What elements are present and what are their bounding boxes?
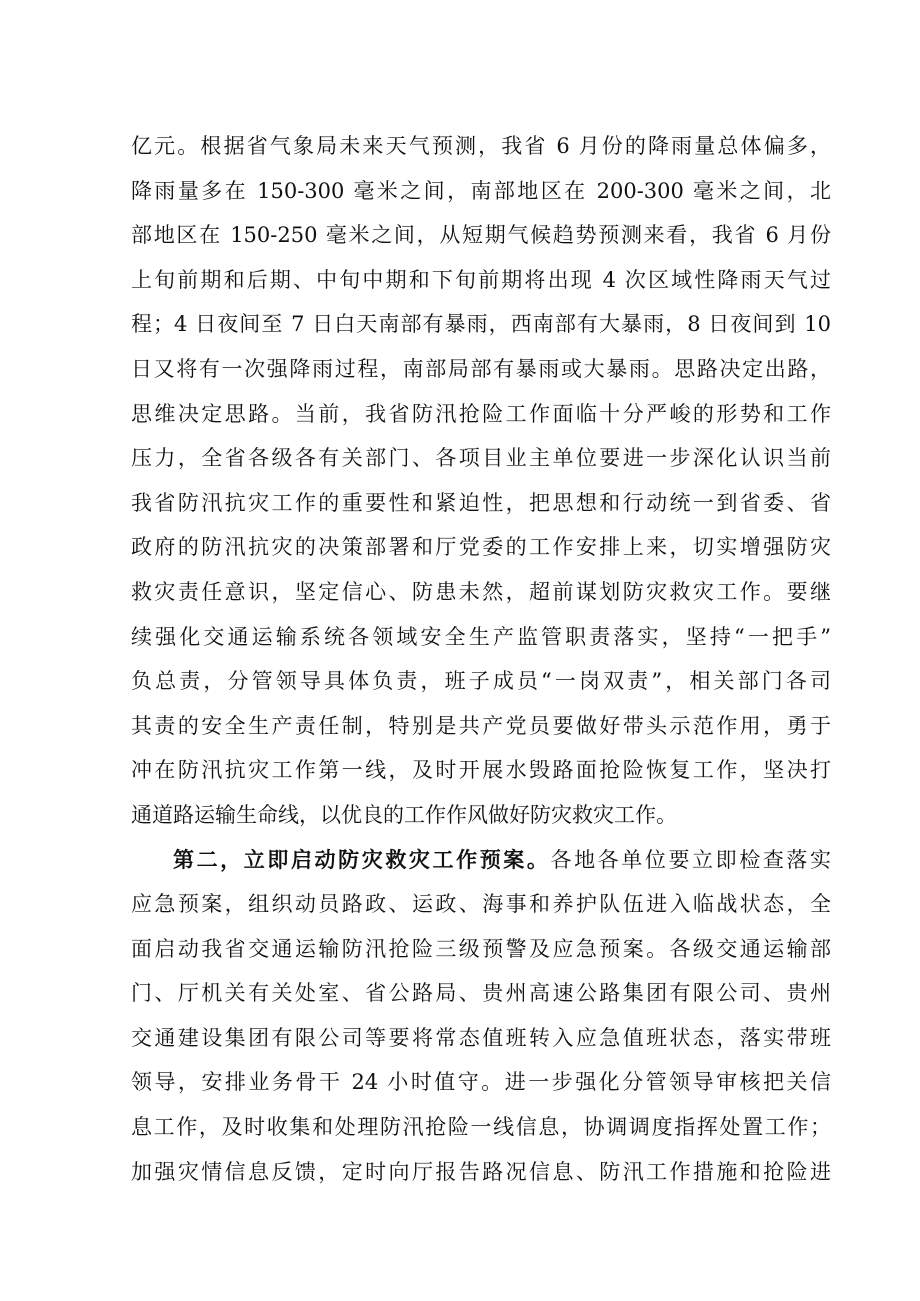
- text-line: 上旬前期和后期、中旬中期和下旬前期将出现 4 次区域性降雨天气过: [131, 267, 831, 292]
- text-line: 程；4 日夜间至 7 日白天南部有暴雨，西南部有大暴雨，8 日夜间到 10: [131, 312, 831, 337]
- paragraph-weather-forecast: [131, 124, 831, 838]
- text-line: 交通建设集团有限公司等要将常态值班转入应急值班状态，落实带班: [131, 1025, 831, 1050]
- text-line: 我省防汛抗灾工作的重要性和紧迫性，把思想和行动统一到省委、省: [131, 490, 831, 515]
- text-line: 部地区在 150-250 毫米之间，从短期气候趋势预测来看，我省 6 月份: [131, 223, 831, 248]
- text-line: 其责的安全生产责任制，特别是共产党员要做好带头示范作用，勇于: [131, 713, 831, 738]
- text-line: 负总责，分管领导具体负责，班子成员“一岗双责”，相关部门各司: [131, 669, 831, 694]
- text-line: 冲在防汛抗灾工作第一线，及时开展水毁路面抢险恢复工作，坚决打: [131, 758, 831, 783]
- text-line: 续强化交通运输系统各领域安全生产监管职责落实，坚持“一把手”: [131, 624, 831, 649]
- text-line: 息工作，及时收集和处理防汛抢险一线信息，协调调度指挥处置工作；: [131, 1115, 831, 1140]
- text-line: 压力，全省各级各有关部门、各项目业主单位要进一步深化认识当前: [131, 446, 831, 471]
- document-body: [131, 124, 831, 1194]
- text-line: 门、厅机关有关处室、省公路局、贵州高速公路集团有限公司、贵州: [131, 981, 831, 1006]
- text-line: 领导，安排业务骨干 24 小时值守。进一步强化分管领导审核把关信: [131, 1070, 831, 1095]
- heading-continuation: 各地各单位要立即检查落实: [550, 847, 831, 872]
- text-line: 政府的防汛抗灾的决策部署和厅党委的工作安排上来，切实增强防灾: [131, 535, 831, 560]
- paragraph-emergency-plan: [131, 838, 831, 1195]
- text-line: 通道路运输生命线，以优良的工作作风做好防灾救灾工作。: [131, 802, 677, 827]
- text-line: 面启动我省交通运输防汛抢险三级预警及应急预案。各级交通运输部: [131, 936, 831, 961]
- section-heading: 第二，立即启动防灾救灾工作预案。: [173, 846, 551, 872]
- text-line: 思维决定思路。当前，我省防汛抢险工作面临十分严峻的形势和工作: [131, 401, 831, 426]
- text-line: 降雨量多在 150-300 毫米之间，南部地区在 200-300 毫米之间，北: [131, 178, 831, 203]
- text-line-first: [131, 838, 831, 883]
- text-line: 应急预案，组织动员路政、运政、海事和养护队伍进入临战状态，全: [131, 892, 831, 917]
- text-line: 亿元。根据省气象局未来天气预测，我省 6 月份的降雨量总体偏多，: [131, 134, 831, 158]
- text-line: 救灾责任意识，坚定信心、防患未然，超前谋划防灾救灾工作。要继: [131, 579, 831, 604]
- text-line: 日又将有一次强降雨过程，南部局部有暴雨或大暴雨。思路决定出路，: [131, 356, 831, 381]
- text-line: 加强灾情信息反馈，定时向厅报告路况信息、防汛工作措施和抢险进: [131, 1159, 831, 1184]
